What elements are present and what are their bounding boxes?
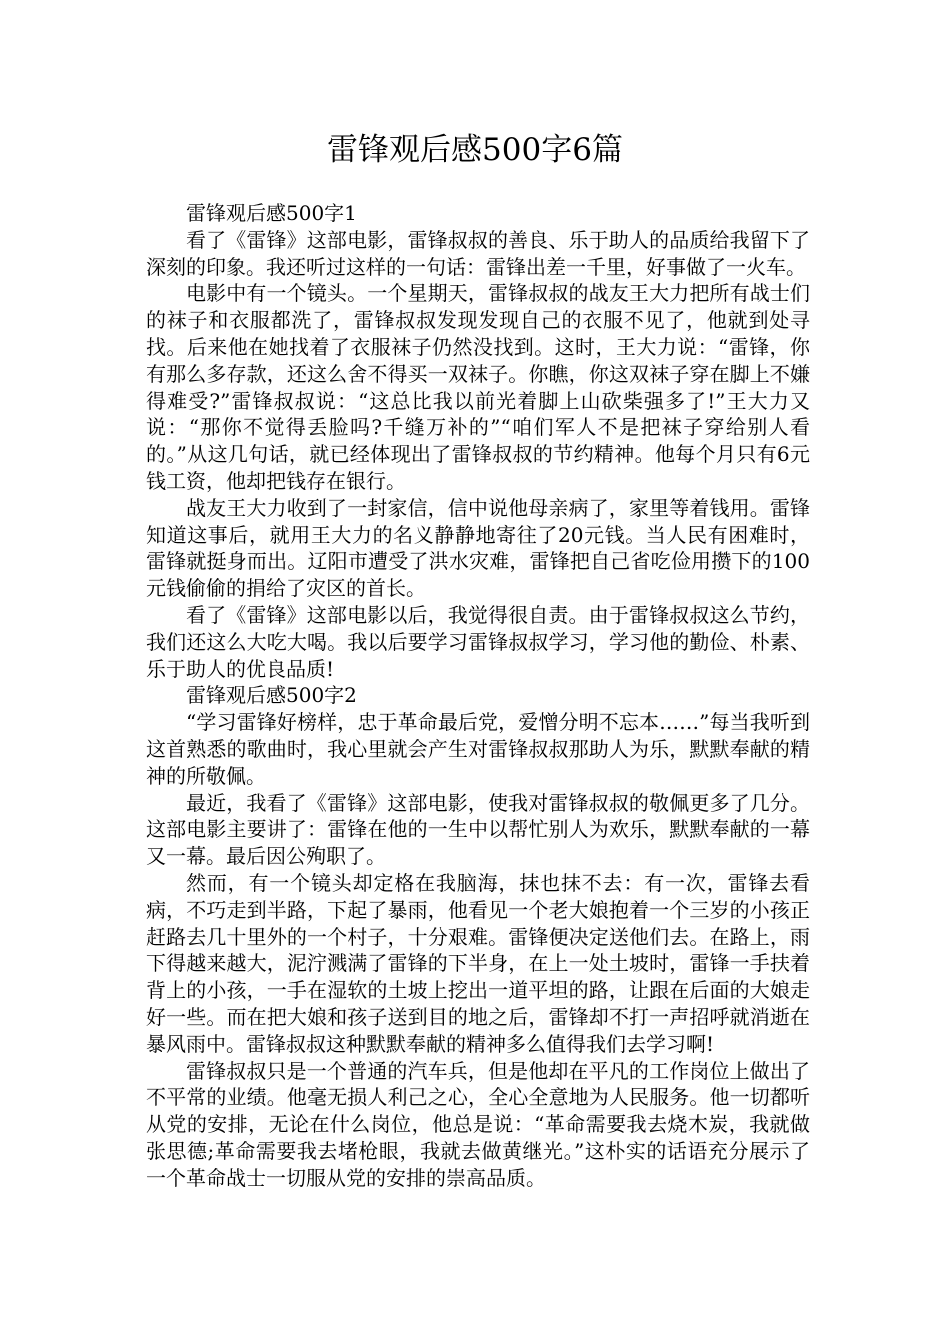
page-title: 雷锋观后感500字6篇: [327, 132, 623, 168]
paragraph: 电影中有一个镜头。一个星期天，雷锋叔叔的战友王大力把所有战士们的袜子和衣服都洗了，雷锋叔叔发现发现自己的衣服不见了，他就到处寻找。后来他在她找着了衣服袜子仍然没找到。这时，王大力说：“雷锋，你有那么多存款，还这么舍不得买一双袜子。你瞧，你这双袜子穿在脚上不嫌得难受?”雷锋叔叔说：“这总比我以前光着脚上山砍柴强多了!”王大力又说：“那你不觉得丢脸吗?千缝万补的”“咱们军人不是把袜子穿给别人看的。”从这几句话，就已经体现出了雷锋叔叔的节约精神。他每个月只有6元钱工资，他却把钱存在银行。: [146, 281, 810, 493]
section-2: [146, 682, 810, 1191]
paragraph: 看了《雷锋》这部电影，雷锋叔叔的善良、乐于助人的品质给我留下了深刻的印象。我还听过这样的一句话：雷锋出差一千里，好事做了一火车。: [146, 227, 810, 279]
paragraph: 雷锋叔叔只是一个普通的汽车兵，但是他却在平凡的工作岗位上做出了不平常的业绩。他毫无损人利己之心，全心全意地为人民服务。他一切都听从党的安排，无论在什么岗位，他总是说：“革命需要我去烧木炭，我就做张思德;革命需要我去堵枪眼，我就去做黄继光。”这朴实的话语充分展示了一个革命战士一切服从党的安排的崇高品质。: [146, 1058, 810, 1190]
section-heading: 雷锋观后感500字1: [186, 201, 357, 225]
paragraph: 最近，我看了《雷锋》这部电影，使我对雷锋叔叔的敬佩更多了几分。这部电影主要讲了：雷锋在他的一生中以帮忙别人为欢乐，默默奉献的一幕又一幕。最后因公殉职了。: [146, 790, 810, 869]
section-heading: 雷锋观后感500字2: [186, 683, 357, 708]
paragraph: 战友王大力收到了一封家信，信中说他母亲病了，家里等着钱用。雷锋知道这事后，就用王大力的名义静静地寄往了20元钱。当人民有困难时，雷锋就挺身而出。辽阳市遭受了洪水灾难，雷锋把自己省吃俭用攒下的100元钱偷偷的捐给了灾区的首长。: [146, 495, 810, 601]
paragraph: 看了《雷锋》这部电影以后，我觉得很自责。由于雷锋叔叔这么节约，我们还这么大吃大喝。我以后要学习雷锋叔叔学习，学习他的勤俭、朴素、乐于助人的优良品质!: [146, 602, 810, 681]
section-1: [146, 200, 810, 682]
paragraph: “学习雷锋好榜样，忠于革命最后党，爱憎分明不忘本……”每当我听到这首熟悉的歌曲时，我心里就会产生对雷锋叔叔那助人为乐，默默奉献的精神的所敬佩。: [146, 710, 810, 788]
paragraph: 然而，有一个镜头却定格在我脑海，抹也抹不去：有一次，雷锋去看病，不巧走到半路，下起了暴雨，他看见一个老大娘抱着一个三岁的小孩正赶路去几十里外的一个村子，十分艰难。雷锋便决定送他们去。在路上，雨下得越来越大，泥泞溅满了雷锋的下半身，在上一处土坡时，雷锋一手扶着背上的小孩，一手在湿软的土坡上挖出一道平坦的路，让跟在后面的大娘走好一些。而在把大娘和孩子送到目的地之后，雷锋却不打一声招呼就消逝在暴风雨中。雷锋叔叔这种默默奉献的精神多么值得我们去学习啊!: [146, 870, 810, 1056]
document-body: [146, 200, 810, 1191]
